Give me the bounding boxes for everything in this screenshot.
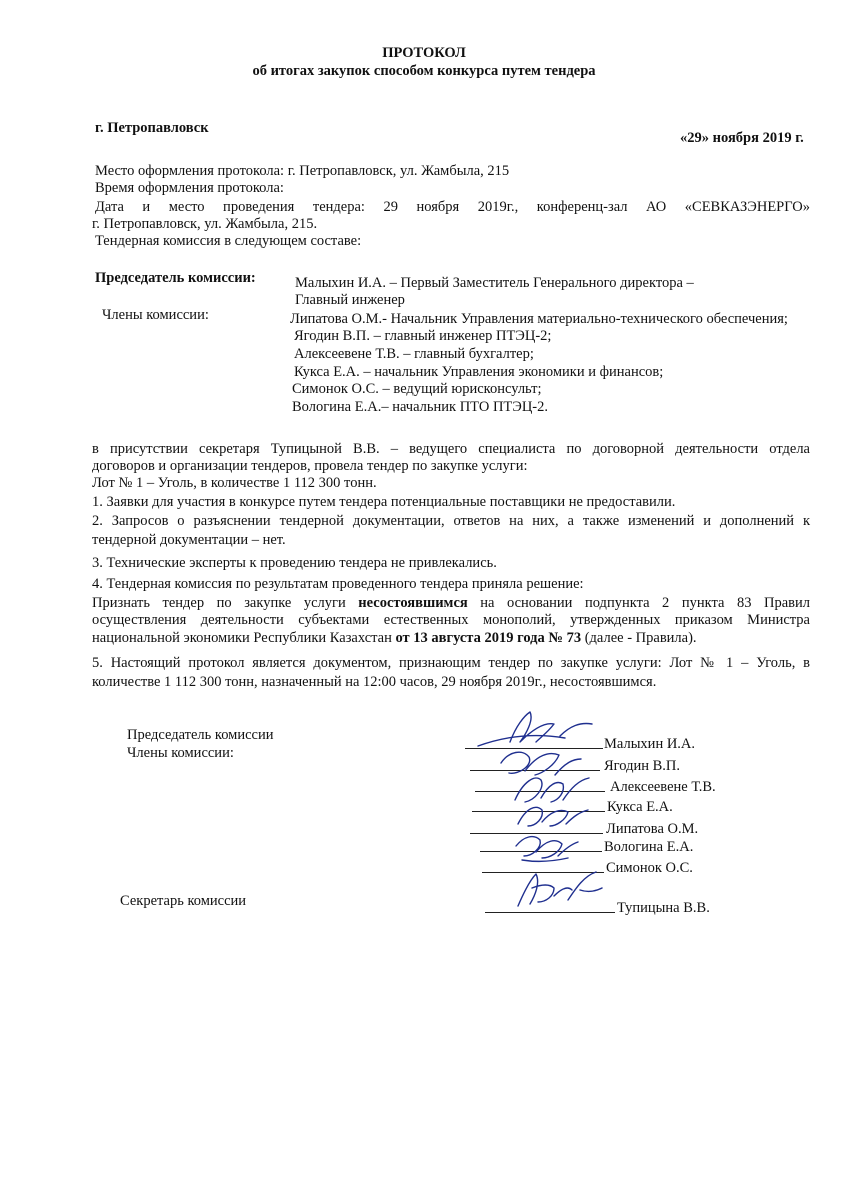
document-title: ПРОТОКОЛ [382, 45, 466, 61]
signature-line [485, 912, 615, 913]
decision-text: (далее - Правила). [581, 630, 697, 646]
sig-chair-label: Председатель комиссии [127, 727, 274, 743]
sig-name: Алексеевене Т.В. [610, 779, 716, 795]
item-2-line1: 2. Запросов о разъяснении тендерной документации, ответов на них, а также изменений и дополнений к [92, 513, 810, 529]
commission-composition: Тендерная комиссия в следующем составе: [95, 233, 362, 249]
member-line: Кукса Е.А. – начальник Управления экономики и финансов; [294, 364, 664, 380]
sig-name: Симонок О.С. [606, 860, 693, 876]
sig-name: Кукса Е.А. [607, 799, 673, 815]
decision-emphasis: несостоявшимся [358, 595, 468, 611]
sig-members-label: Члены комиссии: [127, 745, 234, 761]
item-3: 3. Технические эксперты к проведению тендера не привлекались. [92, 555, 497, 571]
sig-name: Липатова О.М. [606, 821, 699, 837]
city: г. Петропавловск [95, 120, 209, 136]
chair-label: Председатель комиссии: [95, 270, 256, 286]
sig-name: Ягодин В.П. [604, 758, 681, 774]
date: «29» ноября 2019 г. [680, 130, 804, 146]
tender-venue-line2: г. Петропавловск, ул. Жамбыла, 215. [92, 216, 318, 232]
decision-line2: осуществления деятельности субъектами естественных монополий, утвержденных приказом Министра [92, 612, 810, 628]
item-1: 1. Заявки для участия в конкурсе путем тендера потенциальные поставщики не предоставили. [92, 494, 676, 510]
presence-line2: договоров и организации тендеров, провела тендер по закупке услуги: [92, 458, 528, 474]
decision-text: Признать тендер по закупке услуги [92, 595, 359, 611]
members-label: Члены комиссии: [102, 307, 209, 323]
sig-name: Малыхин И.А. [604, 736, 696, 752]
signature-malykhin [470, 708, 600, 750]
member-line: Ягодин В.П. – главный инженер ПТЭЦ-2; [294, 328, 552, 344]
protocol-place: Место оформления протокола: г. Петропавловск, ул. Жамбыла, 215 [95, 163, 510, 179]
chair-line2: Главный инженер [295, 292, 405, 308]
decision-text: национальной экономики Республики Казахстан [92, 630, 396, 646]
decision-line3 [92, 630, 697, 647]
decision-line1 [92, 595, 810, 612]
member-line: Липатова О.М.- Начальник Управления материально-технического обеспечения; [290, 311, 788, 327]
decision-text: на основании подпункта 2 пункта 83 Правил [467, 595, 810, 611]
signature-tupitsyna [510, 866, 605, 912]
signature-lipatova [510, 826, 580, 866]
tender-venue-line1: Дата и место проведения тендера: 29 ноября 2019г., конференц-зал АО «СЕВКАЗЭНЕРГО» [95, 199, 810, 215]
document-subtitle: об итогах закупок способом конкурса путем тендера [252, 63, 596, 79]
presence-line1: в присутствии секретаря Тупицыной В.В. – ведущего специалиста по договорной деятельности отдела [92, 441, 810, 457]
chair-line1: Малыхин И.А. – Первый Заместитель Генерального директора – [295, 275, 694, 291]
sig-secretary-label: Секретарь комиссии [120, 893, 247, 909]
item-5-line1: 5. Настоящий протокол является документом, признающим тендер по закупке услуги: Лот № 1 – Уголь, в [92, 655, 810, 671]
item-2-line2: тендерной документации – нет. [92, 532, 286, 548]
protocol-time: Время оформления протокола: [95, 180, 284, 196]
lot-line: Лот № 1 – Уголь, в количестве 1 112 300 тонн. [92, 475, 377, 491]
item-4: 4. Тендерная комиссия по результатам проведенного тендера приняла решение: [92, 576, 584, 592]
sig-name: Вологина Е.А. [604, 839, 694, 855]
item-5-line2: количестве 1 112 300 тонн, назначенный на 12:00 часов, 29 ноября 2019г., несостоявшимся. [92, 674, 657, 690]
member-line: Вологина Е.А.– начальник ПТО ПТЭЦ-2. [292, 399, 549, 415]
sig-secretary-name: Тупицына В.В. [617, 900, 710, 916]
member-line: Алексеевене Т.В. – главный бухгалтер; [294, 346, 534, 362]
member-line: Симонок О.С. – ведущий юрисконсульт; [292, 381, 542, 397]
decision-order-ref: от 13 августа 2019 года № 73 [395, 630, 582, 646]
